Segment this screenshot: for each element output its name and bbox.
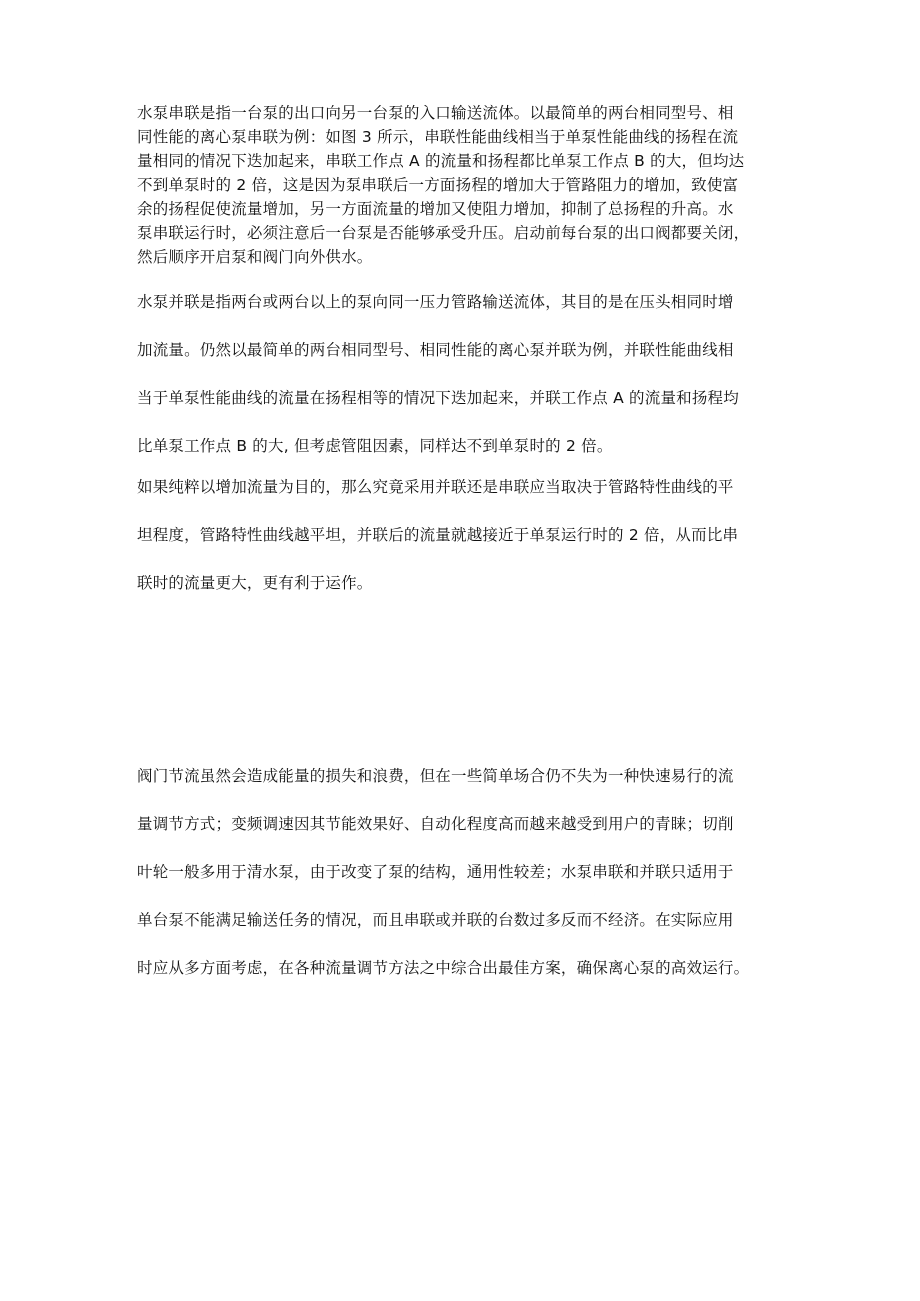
text-line: 同性能的离心泵串联为例：如图 3 所示，串联性能曲线相当于单泵性能曲线的扬程在流 xyxy=(137,128,739,146)
text-line: 水泵并联是指两台或两台以上的泵向同一压力管路输送流体，其目的是在压头相同时增 xyxy=(137,293,734,311)
text-line: 比单泵工作点 B 的大, 但考虑管阻因素，同样达不到单泵时的 2 倍。 xyxy=(137,437,613,455)
text-line: 联时的流量更大，更有利于运作。 xyxy=(137,574,373,592)
text-line: 叶轮一般多用于清水泵，由于改变了泵的结构，通用性较差；水泵串联和并联只适用于 xyxy=(137,863,734,881)
text-line: 水泵串联是指一台泵的出口向另一台泵的入口输送流体。以最简单的两台相同型号、相 xyxy=(137,104,734,122)
paragraph-parallel-pumps xyxy=(137,278,792,470)
text-line: 量调节方式；变频调速因其节能效果好、自动化程度高而越来越受到用户的青睐；切削 xyxy=(137,815,734,833)
text-line: 时应从多方面考虑，在各种流量调节方法之中综合出最佳方案，确保离心泵的高效运行。 xyxy=(137,959,750,977)
text-line: 余的扬程促使流量增加，另一方面流量的增加又使阻力增加，抑制了总扬程的升高。水 xyxy=(137,200,734,218)
text-line: 坦程度，管路特性曲线越平坦，并联后的流量就越接近于单泵运行时的 2 倍，从而比串 xyxy=(137,526,739,544)
text-line: 泵串联运行时，必须注意后一台泵是否能够承受升压。启动前每台泵的出口阀都要关闭， xyxy=(137,224,750,242)
paragraph-series-pumps xyxy=(137,101,792,269)
text-line: 然后顺序开启泵和阀门向外供水。 xyxy=(137,248,373,266)
text-line: 如果纯粹以增加流量为目的，那么究竟采用并联还是串联应当取决于管路特性曲线的平 xyxy=(137,478,734,496)
paragraph-summary xyxy=(137,752,792,992)
text-line: 不到单泵时的 2 倍，这是因为泵串联后一方面扬程的增加大于管路阻力的增加，致使富 xyxy=(137,176,739,194)
text-line: 单台泵不能满足输送任务的情况，而且串联或并联的台数过多反而不经济。在实际应用 xyxy=(137,911,734,929)
text-line: 量相同的情况下迭加起来，串联工作点 A 的流量和扬程都比单泵工作点 B 的大，但均达 xyxy=(137,152,745,170)
text-line: 当于单泵性能曲线的流量在扬程相等的情况下迭加起来，并联工作点 A 的流量和扬程均 xyxy=(137,389,739,407)
text-line: 阀门节流虽然会造成能量的损失和浪费，但在一些简单场合仍不失为一种快速易行的流 xyxy=(137,767,734,785)
paragraph-series-vs-parallel xyxy=(137,463,792,607)
text-line: 加流量。仍然以最简单的两台相同型号、相同性能的离心泵并联为例，并联性能曲线相 xyxy=(137,341,734,359)
